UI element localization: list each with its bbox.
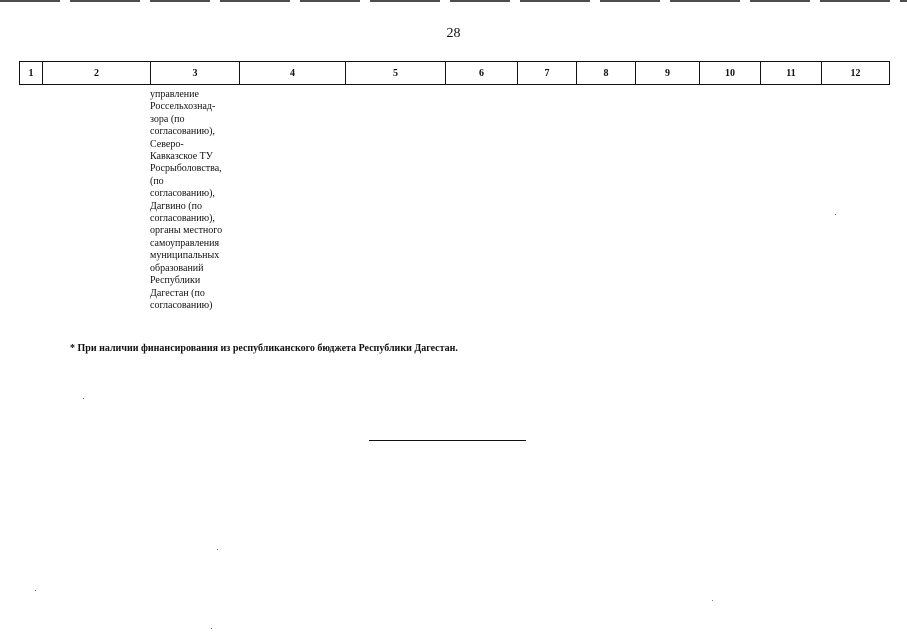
column-header-3: 3: [151, 62, 240, 85]
column-header-11: 11: [761, 62, 822, 85]
column-3-line: Кавказское ТУ: [150, 151, 213, 163]
column-header-12: 12: [822, 62, 890, 85]
scan-speck: [217, 549, 218, 550]
column-3-line: управление: [150, 89, 199, 100]
column-header-2: 2: [43, 62, 151, 85]
column-header-4: 4: [240, 62, 346, 85]
column-number-header-table: [19, 61, 890, 85]
column-3-line: Россельхознад-: [150, 101, 216, 113]
column-3-line: согласованию),: [150, 188, 215, 200]
column-3-line: Республики: [150, 275, 201, 287]
column-header-7: 7: [518, 62, 577, 85]
scan-speck: [835, 214, 836, 215]
end-of-document-rule: [369, 440, 526, 441]
column-header-5: 5: [346, 62, 446, 85]
column-header-10: 10: [700, 62, 761, 85]
column-3-line: Дагвино (по: [150, 200, 202, 212]
scan-speck: [35, 590, 36, 591]
footnote: * При наличии финансирования из республиканского бюджета Республики Дагестан.: [70, 343, 458, 354]
column-3-responsible-parties: [150, 89, 240, 312]
scan-edge-top: [0, 0, 907, 2]
column-3-line: Северо-: [150, 138, 184, 150]
scan-speck: [712, 600, 713, 601]
column-3-line: Росрыболовства,: [150, 163, 222, 175]
column-3-line: самоуправления: [150, 237, 220, 249]
column-header-8: 8: [577, 62, 636, 85]
page-number: 28: [446, 26, 461, 41]
table-header-row: [20, 62, 890, 85]
column-3-line: (по: [150, 175, 164, 187]
scan-speck: [211, 628, 212, 629]
column-3-line: согласованию),: [150, 126, 215, 138]
column-3-line: согласованию),: [150, 213, 215, 225]
column-header-1: 1: [20, 62, 43, 85]
column-3-line: муниципальных: [150, 250, 220, 262]
column-3-line: согласованию): [150, 299, 213, 311]
column-3-line: Дагестан (по: [150, 287, 205, 299]
column-header-6: 6: [446, 62, 518, 85]
scan-speck: [83, 398, 84, 399]
column-header-9: 9: [636, 62, 700, 85]
column-3-line: образований: [150, 262, 204, 274]
column-3-line: органы местного: [150, 225, 223, 237]
column-3-line: зора (по: [150, 113, 185, 125]
